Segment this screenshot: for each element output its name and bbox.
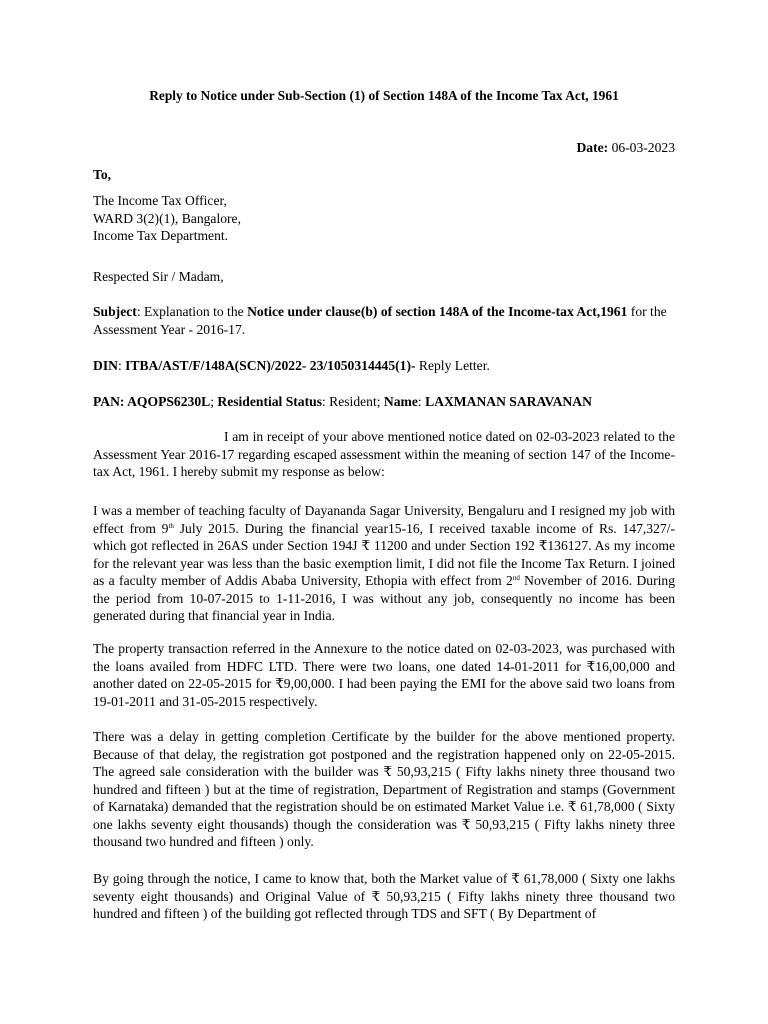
date-value: 06-03-2023 <box>611 140 675 155</box>
paragraph-receipt <box>93 428 675 481</box>
subject-pre: : Explanation to the <box>136 304 248 319</box>
name-sep: : <box>417 394 426 409</box>
ordinal-suffix: nd <box>512 574 520 582</box>
residential-status-label: Residential Status <box>217 394 322 409</box>
subject-post: for the Assessment Year - 2016-17. <box>93 304 667 337</box>
din-post: Reply Letter. <box>415 358 490 373</box>
letter-title: Reply to Notice under Sub-Section (1) of Section 148A of the Income Tax Act, 1961 <box>149 88 619 103</box>
paragraph-employment <box>93 502 675 625</box>
paragraph-notice-review: By going through the notice, I came to know that, both the Market value of ₹ 61,78,000 ( Sixty one lakhs seventy eight thousands) and Original Value of ₹ 50,93,215 ( Fifty lakhs ninety three thousand two hundred and fifteen ) of the building got reflected through TDS and SFT ( By Department of <box>93 871 675 921</box>
din-line <box>93 357 490 375</box>
paragraph-text: I was a member of teaching faculty of Dayananda Sagar University, Bengaluru and I resigned my job with effect from 9 <box>93 503 675 536</box>
pan-sep: ; <box>210 394 218 409</box>
din-value: ITBA/AST/F/148A(SCN)/2022- 23/1050314445(1)- <box>125 358 416 373</box>
residential-status-value: : Resident; <box>321 394 384 409</box>
to-label: To, <box>93 167 112 182</box>
paragraph-text: I am in receipt of your above mentioned notice dated on 02-03-2023 related to the Assessment Year 2016-17 regarding escaped assessment within the meaning of section 147 of the Income-tax Act, 1961. I hereby submit my response as below: <box>93 429 675 479</box>
address-line: The Income Tax Officer, <box>93 193 227 208</box>
pan-label: PAN: AQOPS6230L <box>93 394 211 409</box>
address-line: WARD 3(2)(1), Bangalore, <box>93 210 241 226</box>
paragraph-registration: There was a delay in getting completion Certificate by the builder for the above mentioned property. Because of that delay, the registration got postponed and the registration happened only on 22-05-2015. The agreed sale consideration with the builder was ₹ 50,93,215 ( Fifty lakhs ninety three thousand two hundred and fifteen ) but at the time of registration, Department of Registration and stamps (Government of Karnataka) demanded that the registration should be on estimated Market Value i.e. ₹ 61,78,000 ( Sixty one lakhs seventy eight thousands) though the consideration was ₹ 50,93,215 ( Fifty lakhs ninety three thousand two hundred and fifteen ) only. <box>93 729 675 849</box>
din-label: DIN <box>93 358 118 373</box>
subject-line <box>93 303 705 338</box>
letter-date <box>93 139 675 157</box>
pan-line <box>93 393 592 411</box>
paragraph-property: The property transaction referred in the Annexure to the notice dated on 02-03-2023, was purchased with the loans availed from HDFC LTD. There were two loans, one dated 14-01-2011 for ₹16,00,000 and another dated on 22-05-2015 for ₹9,00,000. I had been paying the EMI for the above said two loans from 19-01-2011 and 31-05-2015 respectively. <box>93 641 675 709</box>
subject-notice: Notice under clause(b) of section 148A of the Income-tax Act,1961 <box>247 304 628 319</box>
name-label: Name <box>383 394 418 409</box>
name-value: LAXMANAN SARAVANAN <box>425 394 592 409</box>
subject-label: Subject <box>93 304 137 319</box>
date-label: Date: <box>576 140 609 155</box>
paragraph-text: November of 2016. During the period from 10-07-2015 to 1-11-2016, I was without any job, consequently no income has been generated during that financial year in India. <box>93 573 675 623</box>
paragraph-text: July 2015. During the financial year15-16, I received taxable income of Rs. 147,327/- which got reflected in 26AS under Section 194J ₹ 11200 and under Section 192 ₹136127. As my income for the relevant year was less than the basic exemption limit, I did not file the Income Tax Return. I joined as a faculty member of Addis Ababa University, Ethopia with effect from 2 <box>93 520 675 588</box>
din-sep: : <box>117 358 126 373</box>
address-line: Income Tax Department. <box>93 228 229 243</box>
recipient-address <box>93 192 241 245</box>
salutation: Respected Sir / Madam, <box>93 269 224 284</box>
ordinal-suffix: th <box>168 521 174 530</box>
